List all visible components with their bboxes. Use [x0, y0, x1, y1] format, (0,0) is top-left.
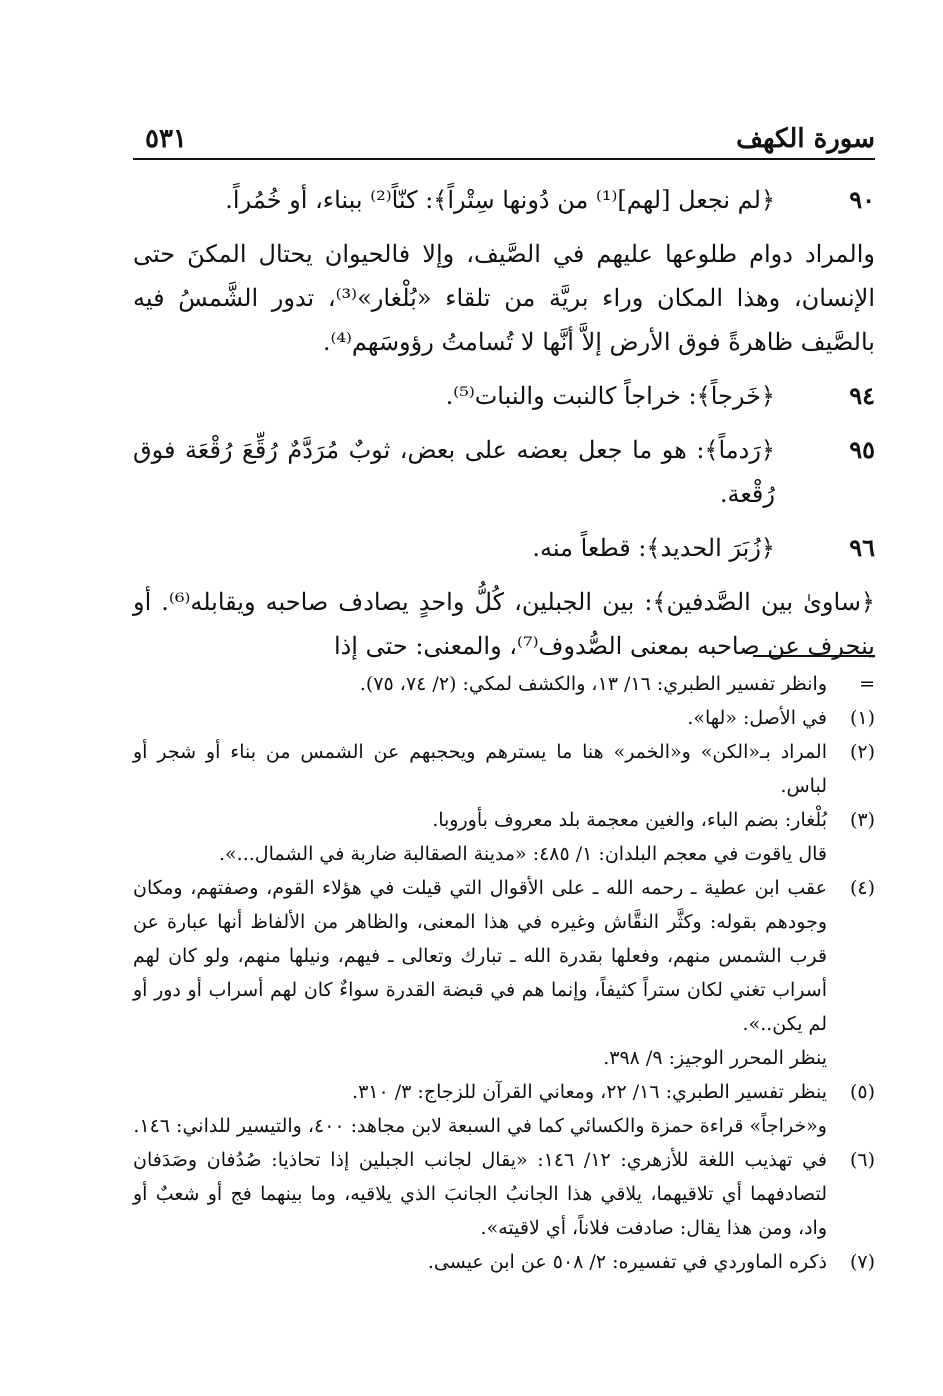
- footnote-text: في تهذيب اللغة للأزهري: ١٢/ ١٤٦: «يقال لجانب الجبلين إذا تحاذيا: صُدُفان وصَدَفان لتصادفهما أي تلاقيهما، يلاقي هذا الجانبُ الجانبَ الذي يلاقيه، وما بينهما فج أو شعبٌ أو واد، ومن هذا يقال: صادفت فلاناً، أي لاقيته».: [133, 1149, 827, 1239]
- footnote: [133, 871, 875, 1041]
- footnote-text: بُلْغار: بضم الباء، والغين معجمة بلد معروف بأوروبا.: [432, 809, 827, 831]
- footnote: [133, 735, 875, 803]
- footnote: [133, 667, 875, 701]
- verse-commentary: ﴿زُبَرَ الحديد﴾: قطعاً منه.: [532, 534, 775, 562]
- verse-commentary: ﴿ساوىٰ بين الصَّدفين﴾: بين الجبلين، كُلُّ واحدٍ يصادف صاحبه ويقابله⁽⁶⁾. أو ينحرف عن صاحبه بمعنى الصُّدوف⁽⁷⁾، والمعنى: حتى إذا: [133, 588, 875, 660]
- footnote-number: (٣): [849, 809, 875, 831]
- header-rule: [133, 158, 875, 160]
- footnote-text: في الأصل: «لها».: [687, 707, 827, 729]
- page-header: [133, 118, 875, 162]
- surah-title: سورة الكهف: [736, 124, 875, 154]
- verse-number: ٩٤: [849, 381, 875, 410]
- verse-number: ٩٦: [849, 533, 875, 562]
- footnote-text: ذكره الماوردي في تفسيره: ٢/ ٥٠٨ عن ابن عيسى.: [427, 1251, 827, 1273]
- footnote: [133, 1075, 875, 1109]
- footnote-continuation: ينظر المحرر الوجيز: ٩/ ٣٩٨.: [603, 1047, 827, 1069]
- footnote: [133, 1245, 875, 1279]
- footnote-number: =: [859, 673, 875, 695]
- verse-commentary: ﴿خَرجاً﴾: خراجاً كالنبت والنبات⁽⁵⁾.: [445, 382, 775, 410]
- footnotes: [133, 667, 875, 1279]
- footnote: [133, 701, 875, 735]
- footnote-text: المراد بـ«الكن» و«الخمر» هنا ما يسترهم ويحجبهم عن الشمس من بناء أو شجر أو لباس.: [133, 741, 827, 797]
- page-number: ٥٣١: [145, 124, 187, 154]
- verse-commentary: والمراد دوام طلوعها عليهم في الصَّيف، وإلا فالحيوان يحتال المكنَ حتى الإنسان، وهذا المكان وراء بريَّة من تلقاء «بُلْغار»⁽³⁾، تدور الشَّمسُ فيه بالصَّيف ظاهرةً فوق الأرض إلاَّ أنَّها لا تُسامتُ رؤوسَهم⁽⁴⁾.: [133, 240, 875, 356]
- footnote-text: ينظر تفسير الطبري: ١٦/ ٢٢، ومعاني القرآن للزجاج: ٣/ ٣١٠.: [352, 1081, 827, 1103]
- footnote-continuation: و«خراجاً» قراءة حمزة والكسائي كما في السبعة لابن مجاهد: ٤٠٠، والتيسير للداني: ١٤٦.: [133, 1115, 827, 1137]
- verse-commentary: ﴿لم نجعل [لهم]⁽¹⁾ من دُونها سِتْراً﴾: كنّاً⁽²⁾ ببناء، أو خُمُراً.: [225, 186, 775, 214]
- footnote-continuation: قال ياقوت في معجم البلدان: ١/ ٤٨٥: «مدينة الصقالبة ضاربة في الشمال...».: [218, 843, 827, 865]
- verse-commentary: ﴿رَدماً﴾: هو ما جعل بعضه على بعض، ثوبٌ مُرَدَّمٌ رُقِّعَ رُقْعَة فوق رُقْعة.: [133, 436, 775, 508]
- footnote: [133, 803, 875, 837]
- verse-number: ٩٠: [849, 185, 875, 214]
- verse-entry: [133, 526, 875, 570]
- footnote-number: (٤): [849, 877, 875, 899]
- footnote-text: عقب ابن عطية ـ رحمه الله ـ على الأقوال التي قيلت في هؤلاء القوم، وصفتهم، ومكان وجودهم بقوله: وكثَّر النقَّاش وغيره في هذا المعنى، والظاهر من الألفاظ أنها عبارة عن قرب الشمس منهم، وفعلها بقدرة الله ـ تبارك وتعالى ـ فيهم، ونيلها منهم، ولو كان لهم أسراب تغني لكان ستراً كثيفاً، وإنما هم في قبضة القدرة سواءٌ كان لهم أسراب أو دور أو لم يكن..».: [133, 877, 827, 1035]
- verse-entry: [133, 428, 875, 516]
- footnote-number: (٧): [849, 1251, 875, 1273]
- verse-entry: [133, 178, 875, 222]
- footnote-number: (٢): [849, 741, 875, 763]
- verse-number: ٩٥: [849, 435, 875, 464]
- footnote-number: (٥): [849, 1081, 875, 1103]
- footnote-number: (١): [849, 707, 875, 729]
- footnote-text: وانظر تفسير الطبري: ١٦/ ١٣، والكشف لمكي: (٢/ ٧٤، ٧٥).: [359, 673, 827, 695]
- verse-entry: [133, 232, 875, 364]
- footnote-number: (٦): [849, 1149, 875, 1171]
- footnote: [133, 1143, 875, 1245]
- footnote-separator: [753, 655, 875, 657]
- verse-entry: [133, 374, 875, 418]
- main-text: [133, 178, 875, 678]
